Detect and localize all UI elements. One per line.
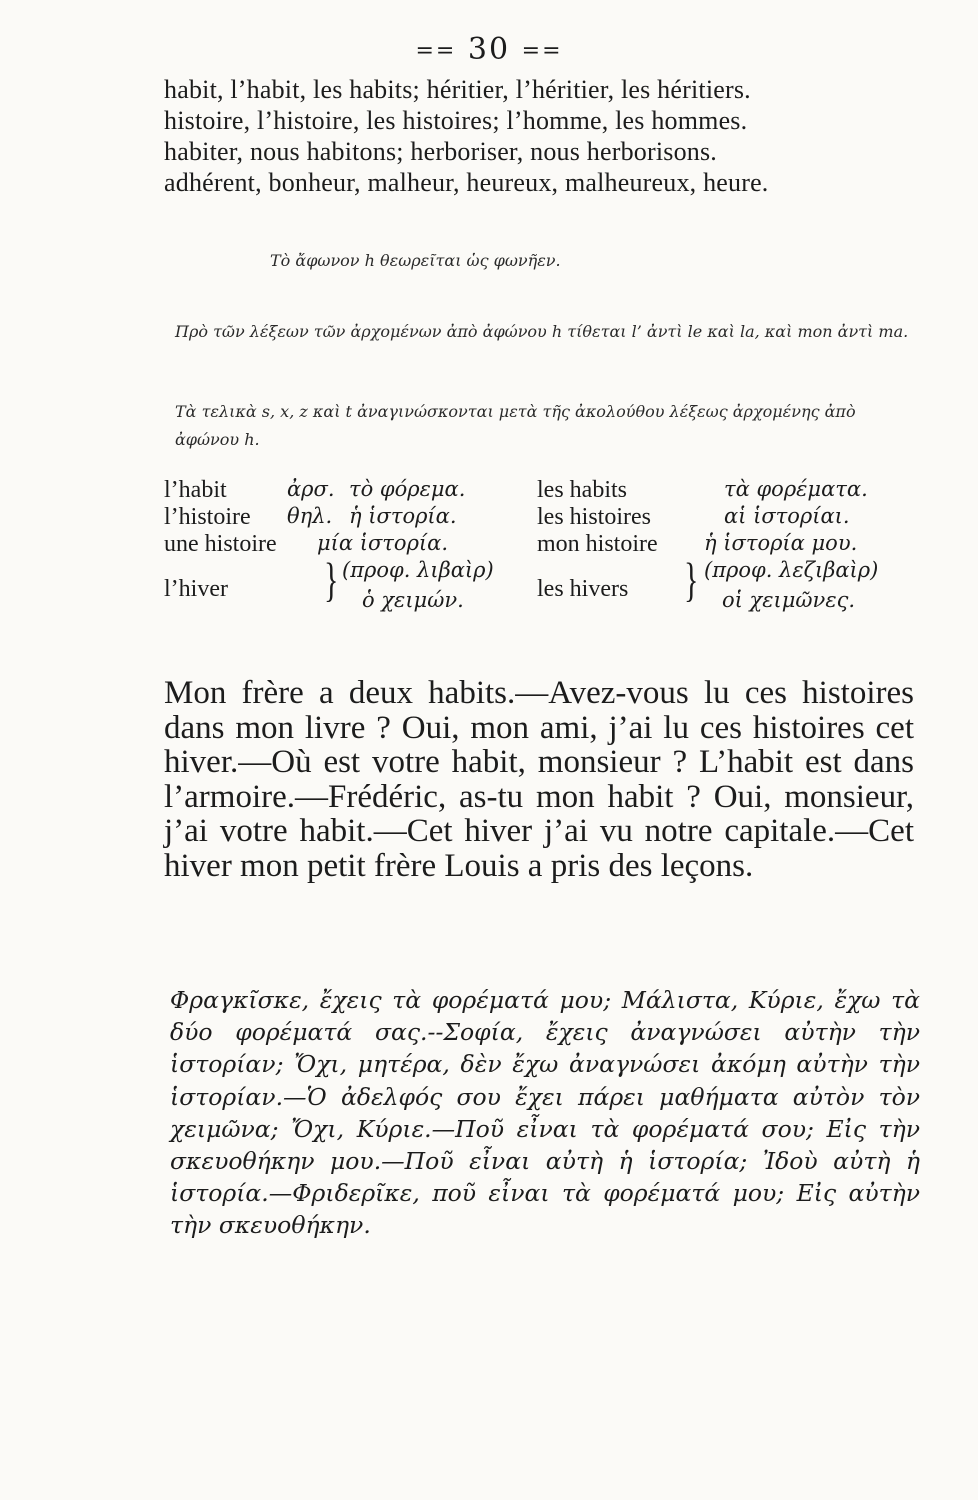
- vocab-greek-singular: μία ἱστορία.: [317, 531, 449, 555]
- vocabulary-table: [164, 477, 914, 618]
- vocab-gender: θηλ.: [287, 504, 333, 528]
- page-number-dash-left: ==: [415, 38, 457, 64]
- page-number: [0, 32, 978, 67]
- vocab-greek-plural: ἡ ἱστορία μου.: [704, 531, 858, 555]
- vocab-greek-singular: τὸ φόρεμα.: [349, 477, 466, 501]
- greek-rule-note: Πρὸ τῶν λέξεων τῶν ἀρχομένων ἀπὸ ἀφώνου h τίθεται l’ ἀντὶ le καὶ la, καὶ mon ἀντὶ ma.: [175, 322, 909, 341]
- page-number-value: 30: [467, 32, 511, 67]
- french-word-list: [164, 74, 909, 198]
- brace-left: }: [324, 553, 339, 607]
- greek-rule-note: Τὸ ἄφωνον h θεωρεῖται ὡς φωνῆεν.: [270, 251, 561, 270]
- vocab-pronunciation: (προφ. λεζιβαὶρ): [704, 558, 879, 582]
- french-line: habit, l’habit, les habits; héritier, l’héritier, les héritiers.: [164, 75, 751, 104]
- vocab-row-hiver: [164, 553, 914, 618]
- vocab-french-singular: l’habit: [164, 477, 227, 503]
- french-line: adhérent, bonheur, malheur, heureux, malheureux, heure.: [164, 168, 769, 197]
- vocab-french-plural: les histoires: [537, 504, 651, 530]
- vocab-row: [164, 531, 914, 558]
- vocab-greek-singular: ὁ χειμών.: [362, 588, 464, 612]
- french-exercise-paragraph: Mon frère a deux habits.—Avez-vous lu ces histoires dans mon livre ? Oui, mon ami, j’ai lu ces histoires cet hiver.—Où est votre habit, monsieur ? L’habit est dans l’armoire.—Frédéric, as-tu mon habit ? Oui, monsieur, j’ai votre habit.—Cet hiver j’ai vu notre capitale.—Cet hiver mon petit frère Louis a pris des leçons.: [164, 675, 914, 884]
- vocab-french-plural: mon histoire: [537, 531, 658, 557]
- vocab-french-plural: les hivers: [537, 576, 629, 602]
- vocab-gender: ἀρσ.: [287, 477, 335, 501]
- vocab-french-singular: l’histoire: [164, 504, 251, 530]
- brace-right: }: [684, 553, 699, 607]
- vocab-french-singular: une histoire: [164, 531, 277, 557]
- vocab-row: [164, 477, 914, 504]
- vocab-french-singular: l’hiver: [164, 576, 228, 602]
- page-number-dash-right: ==: [521, 38, 563, 64]
- vocab-pronunciation: (προφ. λιβαὶρ): [342, 558, 494, 582]
- vocab-greek-plural: τὰ φορέματα.: [724, 477, 868, 501]
- vocab-greek-singular: ἡ ἱστορία.: [349, 504, 457, 528]
- greek-exercise-paragraph: Φραγκῖσκε, ἔχεις τὰ φορέματά μου; Μάλιστα, Κύριε, ἔχω τὰ δύο φορέματά σας.--Σοφία, ἔχεις ἀναγνώσει αὐτὴν τὴν ἱστορίαν; Ὄχι, μητέρα, δὲν ἔχω ἀναγνώσει ἀκόμη αὐτὴν τὴν ἱστορίαν.—Ὁ ἀδελφός σου ἔχει πάρει μαθήματα αὐτὸν τὸν χειμῶνα; Ὄχι, Κύριε.—Ποῦ εἶναι τὰ φορέματά σου; Εἰς τὴν σκευοθήκην μου.—Ποῦ εἶναι αὐτὴ ἡ ἱστορία; Ἰδοὺ αὐτὴ ἡ ἱστορία.—Φριδερῖκε, ποῦ εἶναι τὰ φορέματά μου; Εἰς αὐτὴν τὴν σκευοθήκην.: [170, 986, 920, 1240]
- french-line: histoire, l’histoire, les histoires; l’homme, les hommes.: [164, 106, 748, 135]
- vocab-row: [164, 504, 914, 531]
- vocab-greek-plural: αἱ ἱστορίαι.: [724, 504, 850, 528]
- greek-rule-note: Τὰ τελικὰ s, x, z καὶ t ἀναγινώσκονται μετὰ τῆς ἀκολούθου λέξεως ἀρχομένης ἀπὸ ἀφώνου h.: [175, 402, 856, 449]
- french-line: habiter, nous habitons; herboriser, nous herborisons.: [164, 137, 717, 166]
- vocab-french-plural: les habits: [537, 477, 627, 503]
- vocab-greek-plural: οἱ χειμῶνες.: [722, 588, 856, 612]
